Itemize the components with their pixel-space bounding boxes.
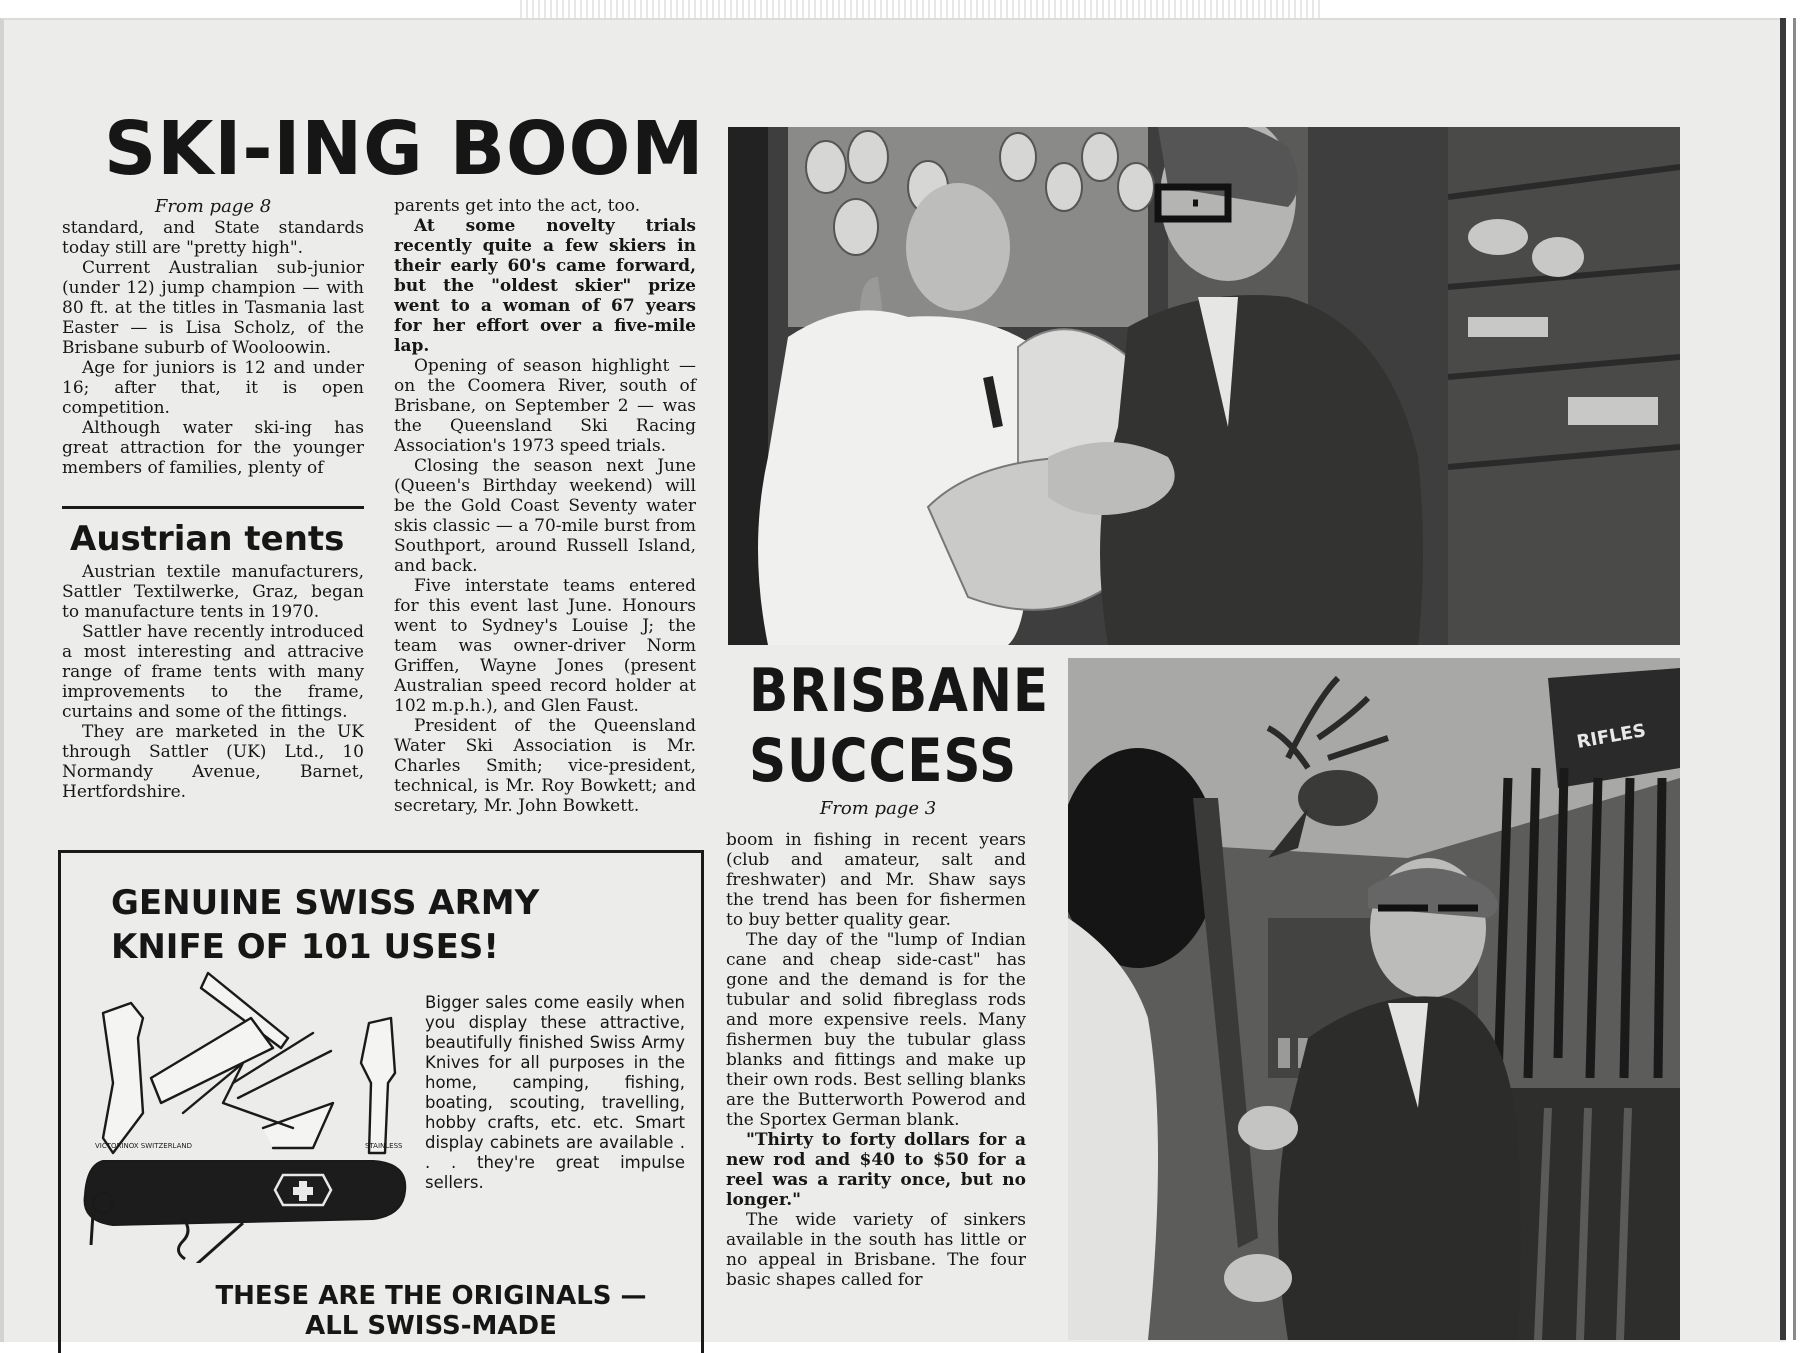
ski-byline: From page 8	[154, 196, 272, 217]
ski-headline: SKI-ING BOOM	[104, 106, 705, 192]
ski-column-1	[62, 218, 364, 478]
ad-body-text: Bigger sales come easily when you display these attractive, beautifully finished Swiss Army Knives for all purposes in the home, camping, fishing, boating, scouting, travelling, hobby crafts, etc. etc. Smart display cabinets are available . . . they're great impulse sellers.	[425, 993, 685, 1192]
ski-col1-paragraph: standard, and State standards today still are "pretty high".	[62, 218, 364, 258]
swiss-army-knife-ad	[58, 850, 704, 1353]
brisbane-headline	[749, 656, 1050, 796]
ad-title-line-2: KNIFE OF 101 USES!	[111, 927, 499, 967]
can-opener	[103, 1003, 143, 1153]
shop-photo-top-image	[728, 127, 1680, 645]
ski-col2-paragraph: At some novelty trials recently quite a few skiers in their early 60's came forward, but the "oldest skier" prize went to a woman of 67 years for her effort over a five-mile lap.	[394, 216, 696, 356]
brisbane-headline-line-1: BRISBANE	[749, 656, 1050, 726]
ski-col2-paragraph: parents get into the act, too.	[394, 196, 641, 216]
ski-col2-paragraph: President of the Queensland Water Ski Association is Mr. Charles Smith; vice-president, technical, is Mr. Roy Bowkett; and secretary, Mr. John Bowkett.	[394, 716, 696, 816]
scissors-blade	[263, 1103, 333, 1148]
shop-photo-top	[728, 127, 1680, 645]
ski-col2-paragraph: Opening of season highlight — on the Coomera River, south of Brisbane, on September 2 — was the Queensland Ski Racing Association's 1973 speed trials.	[394, 356, 696, 456]
ad-title	[111, 881, 539, 969]
tents-paragraph: Sattler have recently introduced a most interesting and attracive range of frame tents with many improvements to the frame, curtains and some of the fittings.	[62, 622, 364, 722]
brisbane-paragraph: The wide variety of sinkers available in the south has little or no appeal in Brisbane. The four basic shapes called for	[726, 1210, 1026, 1290]
tents-paragraph: Austrian textile manufacturers, Sattler Textilwerke, Graz, began to manufacture tents in 1970.	[62, 562, 364, 622]
ski-col2-paragraph: Closing the season next June (Queen's Birthday weekend) will be the Gold Coast Seventy water skis classic — a 70-mile burst from Southport, around Russell Island, and back.	[394, 456, 696, 576]
ski-column-2	[394, 196, 696, 816]
rifles-sign: RIFLES	[1575, 720, 1648, 753]
ski-col1-paragraph: Age for juniors is 12 and under 16; after that, it is open competition.	[62, 358, 364, 418]
gun-shop-photo-image	[1068, 658, 1680, 1340]
awl	[153, 1223, 243, 1263]
brisbane-byline: From page 3	[819, 798, 937, 819]
ski-col1-paragraph: Current Australian sub-junior (under 12) jump champion — with 80 ft. at the titles in Tasmania last Easter — is Lisa Scholz, of the Brisbane suburb of Wooloowin.	[62, 258, 364, 358]
ad-footer-line-2: ALL SWISS-MADE	[305, 1311, 557, 1341]
bottle-opener	[361, 1018, 395, 1153]
knife-stamp-right: STAINLESS	[365, 1142, 403, 1150]
ski-col1-paragraph: Although water ski-ing has great attraction for the younger members of families, plenty of	[62, 418, 364, 478]
ad-title-line-1: GENUINE SWISS ARMY	[111, 883, 540, 923]
tents-headline: Austrian tents	[70, 519, 345, 559]
brisbane-paragraph: The day of the "lump of Indian cane and cheap side-cast" has gone and the demand is for the tubular and solid fibreglass rods and more expensive reels. Many fishermen buy the tubular glass blanks and fittings and make up their own rods. Best selling blanks are the Butterworth Powerod and the Sportex German blank.	[726, 930, 1026, 1130]
gun-shop-photo	[1068, 658, 1680, 1340]
section-divider	[62, 506, 364, 509]
page-spine-edge-outer	[1793, 18, 1796, 1340]
ad-footer	[211, 1281, 651, 1341]
page-spine-edge	[1780, 18, 1786, 1340]
brisbane-headline-line-2: SUCCESS	[749, 726, 1018, 796]
brisbane-paragraph: boom in fishing in recent years (club and amateur, salt and freshwater) and Mr. Shaw says the trend has been for fishermen to buy better quality gear.	[726, 830, 1026, 930]
knife-handle	[85, 1161, 406, 1225]
tents-paragraph: They are marketed in the UK through Sattler (UK) Ltd., 10 Normandy Avenue, Barnet, Hertfordshire.	[62, 722, 364, 802]
tents-column	[62, 562, 364, 802]
ad-footer-line-1: THESE ARE THE ORIGINALS —	[215, 1281, 647, 1311]
brisbane-paragraph: "Thirty to forty dollars for a new rod and $40 to $50 for a reel was a rarity once, but no longer."	[726, 1130, 1026, 1210]
brisbane-column	[726, 830, 1026, 1290]
knife-stamp-left: VICTORINOX SWITZERLAND	[95, 1142, 193, 1150]
swiss-knife-illustration	[73, 963, 433, 1263]
ski-col2-paragraph: Five interstate teams entered for this event last June. Honours went to Sydney's Louise J; the team was owner-driver Norm Griffen, Wayne Jones (present Australian speed record holder at 102 m.p.h.), and Glen Faust.	[394, 576, 696, 716]
page-top-edge	[520, 0, 1320, 18]
